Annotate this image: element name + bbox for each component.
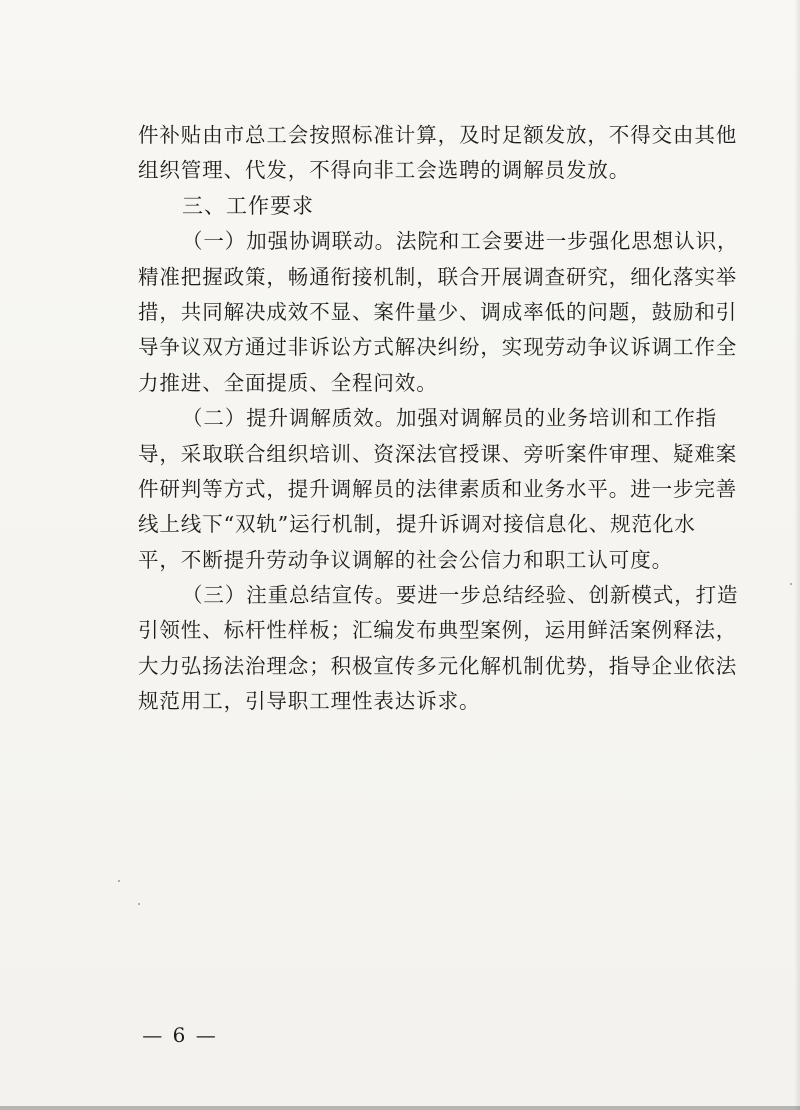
- section-heading: 三、工作要求: [182, 193, 314, 218]
- scan-speck: [118, 880, 120, 882]
- scan-edge-bottom: [0, 1106, 800, 1110]
- page-number: — 6 —: [142, 1023, 218, 1047]
- paragraph-line: 导争议双方通过非诉讼方式解决纠纷，实现劳动争议诉调工作全: [138, 335, 738, 360]
- paragraph-line: 导，采取联合组织培训、资深法官授课、旁听案件审理、疑难案: [138, 441, 738, 466]
- paragraph-line: 件研判等方式，提升调解员的法律素质和业务水平。进一步完善: [138, 476, 738, 501]
- paragraph-line: （三）注重总结宣传。要进一步总结经验、创新模式，打造: [182, 583, 739, 608]
- body-text: [138, 118, 739, 720]
- scan-edge-shadow: [794, 0, 800, 1110]
- paragraph-line: 组织管理、代发，不得向非工会选聘的调解员发放。: [138, 158, 631, 183]
- scan-speck: [138, 903, 140, 905]
- paragraph-line: 平，不断提升劳动争议调解的社会公信力和职工认可度。: [138, 547, 673, 572]
- paragraph-line: （一）加强协调联动。法院和工会要进一步强化思想认识，: [182, 229, 739, 254]
- scan-speck: [790, 583, 792, 585]
- paragraph-line: 引领性、标杆性样板；汇编发布典型案例，运用鲜活案例释法，: [138, 618, 738, 643]
- paragraph-line: （二）提升调解质效。加强对调解员的业务培训和工作指: [182, 406, 717, 431]
- paragraph-line: 精准把握政策，畅通衔接机制，联合开展调查研究，细化落实举: [138, 264, 738, 289]
- paragraph-line: 线上线下“双轨”运行机制，提升诉调对接信息化、规范化水: [138, 512, 696, 537]
- paragraph-line: 措，共同解决成效不显、案件量少、调成率低的问题，鼓励和引: [138, 299, 738, 324]
- paragraph-line: 大力弘扬法治理念；积极宣传多元化解机制优势，指导企业依法: [138, 653, 738, 678]
- paragraph-line: 力推进、全面提质、全程问效。: [138, 370, 438, 395]
- paragraph-line: 件补贴由市总工会按照标准计算，及时足额发放，不得交由其他: [138, 123, 738, 147]
- paragraph-line: 规范用工，引导职工理性表达诉求。: [138, 689, 481, 714]
